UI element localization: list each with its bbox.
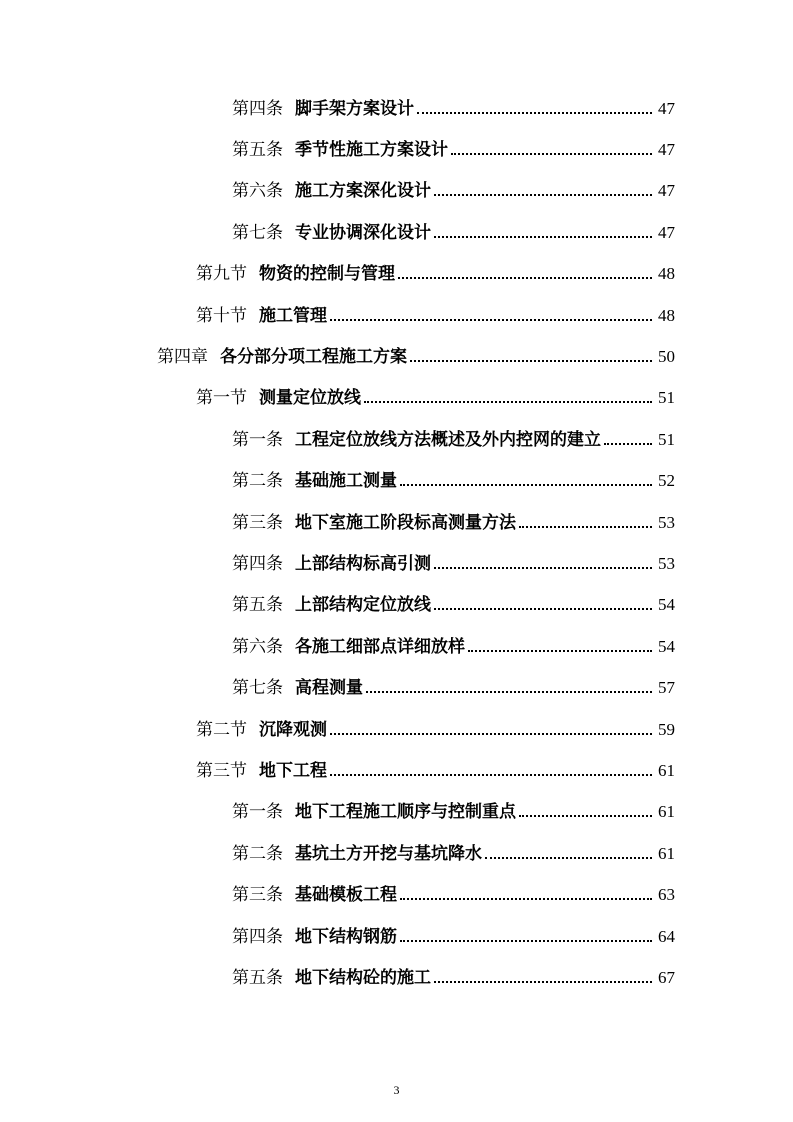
toc-entry-number: 第二条 [232, 471, 283, 492]
toc-entry-number: 第四条 [232, 553, 283, 574]
toc-entry[interactable] [0, 916, 793, 957]
toc-entry-number: 第三条 [232, 512, 283, 533]
toc-entry-page: 50 [658, 347, 675, 367]
toc-entry-number: 第二条 [232, 843, 283, 864]
toc-entry-page: 59 [658, 719, 675, 739]
toc-entry-page: 47 [658, 181, 675, 201]
toc-dot-leader [330, 733, 652, 735]
toc-entry-title: 上部结构定位放线 [295, 595, 431, 616]
toc-entry-title: 测量定位放线 [259, 388, 361, 409]
toc-entry[interactable] [0, 254, 793, 295]
toc-entry[interactable] [0, 295, 793, 336]
toc-entry-page: 54 [658, 636, 675, 656]
page-number: 3 [393, 1083, 400, 1097]
toc-entry[interactable] [0, 419, 793, 460]
toc-dot-leader [400, 940, 652, 942]
toc-entry-page: 61 [658, 843, 675, 863]
toc-entry-title: 地下结构钢筋 [295, 926, 397, 947]
toc-entry-page: 53 [658, 512, 675, 532]
toc-entry[interactable] [0, 626, 793, 667]
toc-entry-number: 第四条 [232, 98, 283, 119]
toc-entry-title: 地下室施工阶段标高测量方法 [295, 512, 516, 533]
toc-entry-page: 61 [658, 802, 675, 822]
toc-dot-leader [485, 857, 652, 859]
toc-entry-page: 52 [658, 471, 675, 491]
toc-entry-title: 工程定位放线方法概述及外内控网的建立 [295, 429, 601, 450]
toc-entry-page: 67 [658, 967, 675, 987]
toc-entry-number: 第一节 [196, 388, 247, 409]
toc-entry-title: 基坑土方开挖与基坑降水 [295, 843, 482, 864]
toc-entry[interactable] [0, 461, 793, 502]
toc-entry[interactable] [0, 171, 793, 212]
toc-dot-leader [366, 691, 652, 693]
toc-dot-leader [468, 650, 652, 652]
toc-dot-leader [330, 319, 652, 321]
toc-dot-leader [434, 981, 652, 983]
toc-entry-number: 第一条 [232, 429, 283, 450]
toc-entry-title: 地下结构砼的施工 [295, 967, 431, 988]
toc-entry-number: 第六条 [232, 181, 283, 202]
toc-entry-title: 各施工细部点详细放样 [295, 636, 465, 657]
toc-dot-leader [434, 567, 652, 569]
toc-entry-page: 61 [658, 760, 675, 780]
toc-entry-page: 64 [658, 926, 675, 946]
toc-entry-title: 地下工程施工顺序与控制重点 [295, 802, 516, 823]
toc-entry-page: 53 [658, 553, 675, 573]
toc-dot-leader [398, 277, 652, 279]
toc-entry-title: 沉降观测 [259, 719, 327, 740]
toc-entry-title: 季节性施工方案设计 [295, 140, 448, 161]
toc-entry[interactable] [0, 129, 793, 170]
toc-entry-page: 57 [658, 678, 675, 698]
toc-entry[interactable] [0, 792, 793, 833]
toc-entry[interactable] [0, 709, 793, 750]
toc-entry[interactable] [0, 378, 793, 419]
toc-entry[interactable] [0, 874, 793, 915]
toc-entry-title: 各分部分项工程施工方案 [220, 347, 407, 368]
toc-entry-page: 48 [658, 264, 675, 284]
toc-entry-title: 施工管理 [259, 305, 327, 326]
toc-entry-number: 第五条 [232, 967, 283, 988]
toc-entry[interactable] [0, 88, 793, 129]
toc-entry[interactable] [0, 750, 793, 791]
toc-entry-number: 第十节 [196, 305, 247, 326]
toc-dot-leader [364, 401, 652, 403]
toc-entry-title: 地下工程 [259, 760, 327, 781]
toc-entry-number: 第七条 [232, 678, 283, 699]
toc-entry-number: 第四章 [157, 347, 208, 368]
toc-entry-number: 第一条 [232, 802, 283, 823]
toc-dot-leader [400, 484, 652, 486]
toc-dot-leader [519, 815, 652, 817]
toc-dot-leader [417, 112, 652, 114]
toc-entry[interactable] [0, 212, 793, 253]
toc-dot-leader [434, 194, 652, 196]
toc-entry-number: 第三节 [196, 760, 247, 781]
toc-entry[interactable] [0, 585, 793, 626]
toc-dot-leader [330, 774, 652, 776]
toc-entry-title: 脚手架方案设计 [295, 98, 414, 119]
table-of-contents [0, 88, 793, 999]
toc-entry-title: 基础模板工程 [295, 885, 397, 906]
toc-entry[interactable] [0, 667, 793, 708]
toc-dot-leader [604, 443, 652, 445]
toc-dot-leader [451, 153, 652, 155]
toc-dot-leader [434, 608, 652, 610]
toc-entry-page: 54 [658, 595, 675, 615]
toc-entry[interactable] [0, 957, 793, 998]
toc-entry[interactable] [0, 833, 793, 874]
toc-entry-title: 上部结构标高引测 [295, 553, 431, 574]
toc-entry-title: 物资的控制与管理 [259, 264, 395, 285]
toc-entry-number: 第四条 [232, 926, 283, 947]
toc-entry-number: 第七条 [232, 222, 283, 243]
toc-entry[interactable] [0, 502, 793, 543]
toc-entry-page: 47 [658, 222, 675, 242]
toc-entry-page: 51 [658, 388, 675, 408]
toc-entry[interactable] [0, 543, 793, 584]
toc-entry-title: 高程测量 [295, 678, 363, 699]
toc-entry-page: 48 [658, 305, 675, 325]
toc-entry-number: 第三条 [232, 885, 283, 906]
toc-entry-number: 第九节 [196, 264, 247, 285]
toc-entry[interactable] [0, 336, 793, 377]
toc-entry-number: 第五条 [232, 595, 283, 616]
toc-dot-leader [410, 360, 652, 362]
toc-entry-title: 专业协调深化设计 [295, 222, 431, 243]
toc-entry-title: 施工方案深化设计 [295, 181, 431, 202]
toc-dot-leader [519, 526, 652, 528]
toc-entry-page: 47 [658, 98, 675, 118]
toc-entry-page: 51 [658, 429, 675, 449]
toc-entry-page: 47 [658, 140, 675, 160]
toc-dot-leader [400, 898, 652, 900]
toc-entry-title: 基础施工测量 [295, 471, 397, 492]
toc-entry-number: 第二节 [196, 719, 247, 740]
toc-dot-leader [434, 236, 652, 238]
toc-entry-number: 第五条 [232, 140, 283, 161]
toc-entry-number: 第六条 [232, 636, 283, 657]
toc-entry-page: 63 [658, 885, 675, 905]
